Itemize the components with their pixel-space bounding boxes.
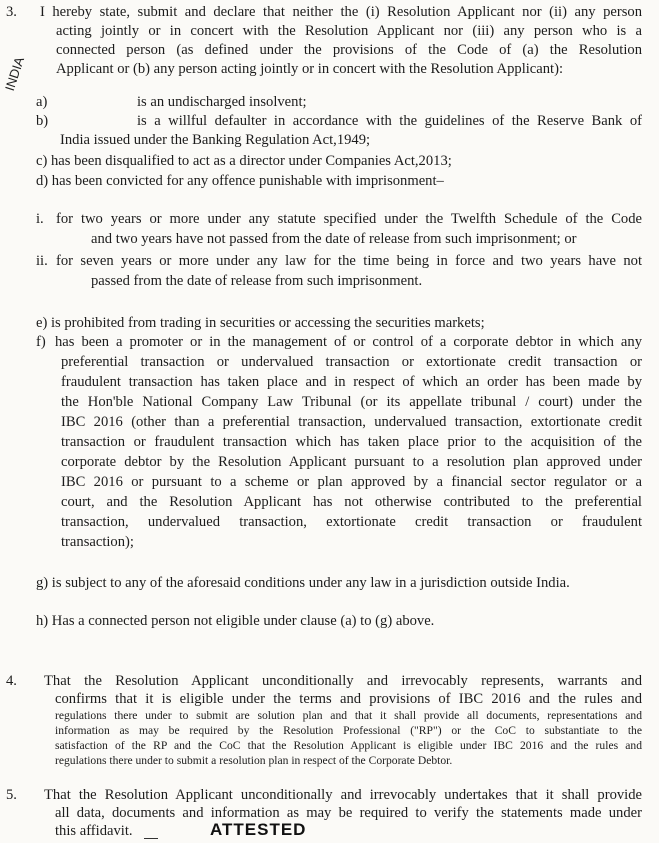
para5-last-line: this affidavit. — [55, 823, 133, 839]
item-f-last-line: transaction); — [61, 534, 134, 550]
item-d: d) has been convicted for any offence punishable with imprisonment– — [36, 173, 444, 189]
item-ii-line-2: passed from the date of release from such imprisonment. — [91, 273, 423, 289]
para3-number: 3. — [6, 4, 17, 20]
attested-stamp: ATTESTED — [210, 820, 307, 839]
item-f-line: corporate debtor by the Resolution Applicant pursuant to a resolution plan approved under — [61, 454, 642, 470]
item-f-first-line: has been a promoter or in the management of or control of a corporate debtor in which any — [55, 334, 642, 350]
item-f-line: fraudulent transaction has taken place and in respect of which an order has been made by — [61, 374, 642, 390]
item-c: c) has been disqualified to act as a director under Companies Act,2013; — [36, 153, 452, 169]
item-f-line: preferential transaction or undervalued transaction or extortionate credit transaction or — [61, 354, 642, 370]
item-f-line: court, and the Resolution Applicant has not otherwise contributed to the preferential — [61, 494, 642, 510]
item-i-line-1: for two years or more under any statute specified under the Twelfth Schedule of the Code — [56, 211, 642, 227]
para4-small-last-line: regulations there under to submit a resolution plan in respect of the Corporate Debtor. — [55, 754, 453, 767]
para4-small-line: regulations there under to submit are solution plan and that it shall provide all documents, representations and — [55, 709, 642, 722]
item-ii-line-1: for seven years or more under any law for the time being in force and two years have not — [56, 253, 642, 269]
para3-line-3: connected person (as defined under the provisions of the Code of (a) the Resolution — [56, 42, 642, 58]
item-a-marker: a) — [36, 94, 48, 110]
item-g: g) is subject to any of the aforesaid conditions under any law in a jurisdiction outside India. — [36, 575, 570, 591]
para5-line-1: That the Resolution Applicant unconditionally and irrevocably undertakes that it shall provide — [44, 787, 642, 803]
item-a-text: is an undischarged insolvent; — [137, 94, 307, 110]
item-b-continuation: India issued under the Banking Regulation Act,1949; — [60, 132, 371, 148]
item-ii-marker: ii. — [36, 253, 48, 269]
para4-small-line: information as may be required by the Resolution Professional ("RP") or the CoC to substantiate to the — [55, 724, 642, 737]
item-h: h) Has a connected person not eligible under clause (a) to (g) above. — [36, 613, 435, 629]
item-f-line: transaction or fraudulent transaction which has taken place prior to the acquisition of the — [61, 434, 642, 450]
para4-line-1: That the Resolution Applicant unconditionally and irrevocably represents, warrants and — [44, 673, 642, 689]
item-i-marker: i. — [36, 211, 44, 227]
item-f-line: IBC 2016 or pursuant to a scheme or plan approved by a financial sector regulator or a — [61, 474, 642, 490]
para4-line-2: confirms that it is eligible under the terms and provisions of IBC 2016 and the rules and — [55, 691, 642, 707]
para3-line-1: I hereby state, submit and declare that neither the (i) Resolution Applicant nor (ii) any person — [40, 4, 642, 20]
item-e: e) is prohibited from trading in securities or accessing the securities markets; — [36, 315, 485, 331]
para3-line-2: acting jointly or in concert with the Resolution Applicant nor (iii) any person who is a — [56, 23, 642, 39]
item-f-line: the Hon'ble National Company Law Tribunal (or its appellate tribunal / court) under the — [61, 394, 642, 410]
item-b-text: is a willful defaulter in accordance with the guidelines of the Reserve Bank of — [137, 113, 642, 129]
item-f-line: transaction, undervalued transaction, extortionate credit transaction or fraudulent — [61, 514, 642, 530]
para5-line-2: all data, documents and information as may be required to verify the statements made under — [55, 805, 642, 821]
para5-number: 5. — [6, 787, 17, 803]
para4-number: 4. — [6, 673, 17, 689]
india-stamp — [0, 40, 30, 130]
signature-line — [144, 838, 158, 839]
item-i-line-2: and two years have not passed from the date of release from such imprisonment; or — [91, 231, 577, 247]
item-b-marker: b) — [36, 113, 49, 129]
item-f-line: IBC 2016 (other than a preferential transaction, undervalued transaction, extortionate credit — [61, 414, 642, 430]
item-f-marker: f) — [36, 334, 46, 350]
para3-line-4: Applicant or (b) any person acting jointly or in concert with the Resolution Applicant): — [56, 61, 564, 77]
para4-small-line: satisfaction of the RP and the CoC that the Resolution Applicant is eligible under IBC 2016 and the rules and — [55, 739, 642, 752]
stamp-text: INDIA — [2, 55, 27, 93]
